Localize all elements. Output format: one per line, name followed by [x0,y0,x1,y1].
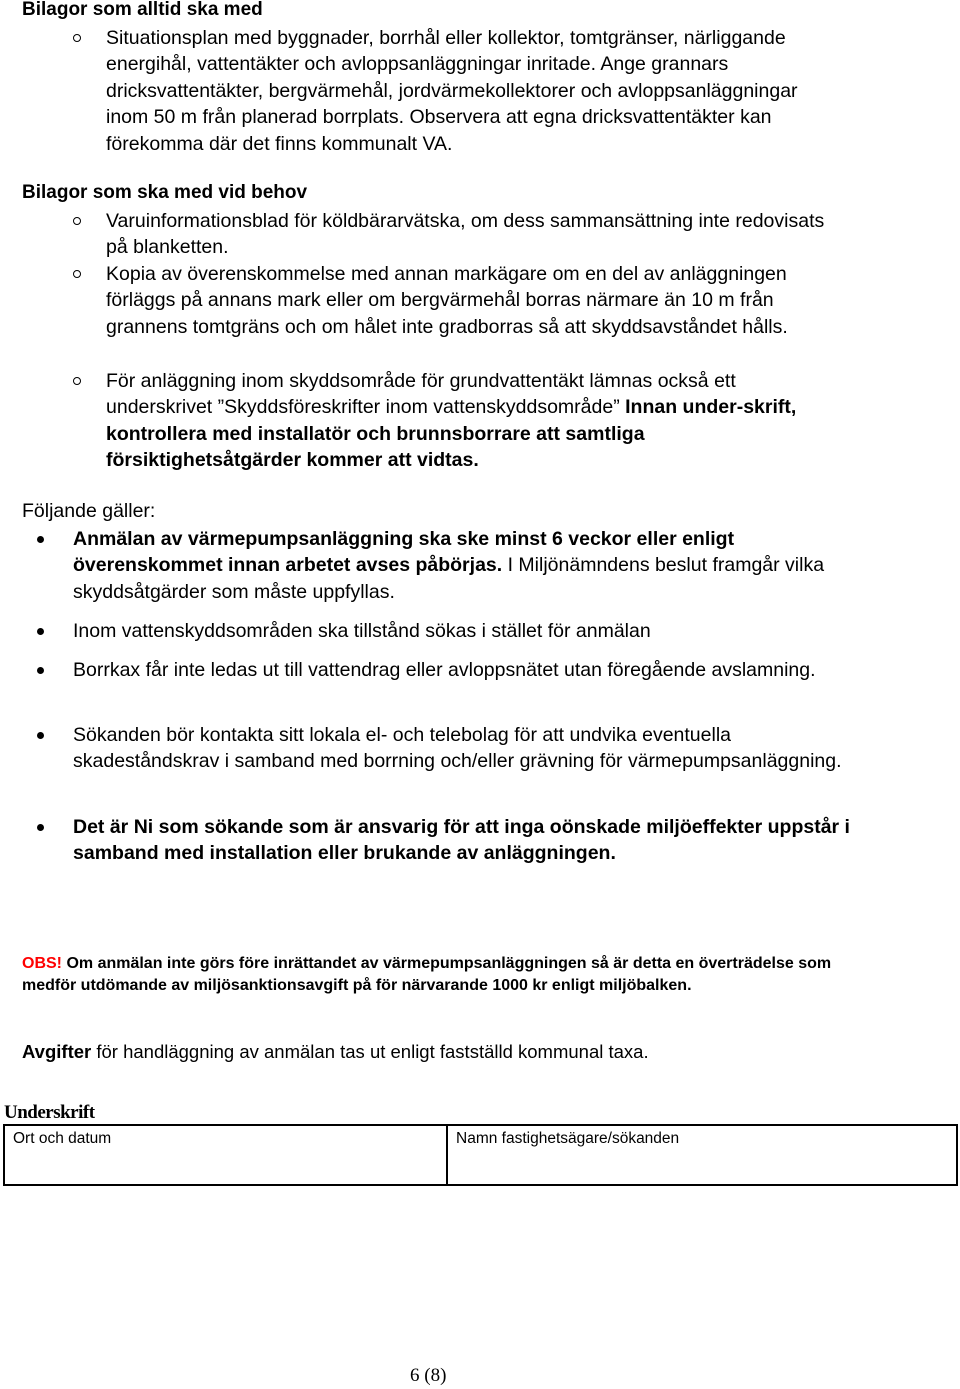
signature-heading: Underskrift [4,1102,95,1123]
bullet-icon [37,824,44,831]
section-heading-always: Bilagor som alltid ska med [22,0,263,20]
list-item: Sökanden bör kontakta sitt lokala el- och telebolag för att undvika eventuella skadeståndskrav i samband med borrning och/eller grävning för värmepumpsanläggning. [73,722,850,775]
obs-label: OBS! [22,955,62,972]
section-heading-optional: Bilagor som ska med vid behov [22,182,308,203]
bullet-icon [73,270,81,278]
owner-name-label: Namn fastighetsägare/sökanden [456,1130,680,1147]
place-date-label: Ort och datum [13,1130,112,1147]
list-item: För anläggning inom skyddsområde för grundvattentäkt lämnas också ett underskrivet ”Skyddsföreskrifter inom vattenskyddsområde” Innan under-skrift, kontrollera med installatör och brunnsborrare att samtliga försiktighetsåtgärder kommer att vidtas. [106,368,840,474]
list-item: Borrkax får inte ledas ut till vattendrag eller avloppsnätet utan föregående avslamning. [73,657,850,683]
list-item: Kopia av överenskommelse med annan markägare om en del av anläggningen förläggs på annans mark eller om bergvärmehål borras närmare än 10 m från grannens tomtgräns och om hålet inte gradborras så att skyddsavståndet hålls. [106,261,840,340]
bullet-icon [73,217,81,225]
fees-notice: Avgifter för handläggning av anmälan tas ut enligt fastställd kommunal taxa. [22,1041,649,1062]
bullet-icon [73,34,81,42]
bullet-icon [37,628,44,635]
page-number: 6 (8) [410,1365,447,1386]
section-heading-following: Följande gäller: [22,500,156,522]
signature-table [3,1124,958,1186]
bullet-icon [37,732,44,739]
place-date-field[interactable] [5,1126,446,1184]
bullet-icon [37,536,44,543]
list-item: Situationsplan med byggnader, borrhål eller kollektor, tomtgränser, närliggande energihål, vattentäkter och avloppsanläggningar inritade. Ange grannars dricksvattentäkter, bergvärmehål, jordvärmekollektorer och avloppsanläggningar inom 50 m från planerad borrplats. Observera att egna dricksvattentäkter kan förekomma där det finns kommunalt VA. [106,25,840,157]
list-item: Inom vattenskyddsområden ska tillstånd sökas i stället för anmälan [73,618,850,644]
bullet-icon [73,377,81,385]
list-item: Det är Ni som sökande som är ansvarig för att inga oönskade miljöeffekter uppstår i samband med installation eller brukande av anläggningen. [73,814,850,867]
list-item: Anmälan av värmepumpsanläggning ska ske minst 6 veckor eller enligt överenskommet innan arbetet avses påbörjas. I Miljönämndens beslut framgår vilka skyddsåtgärder som måste uppfyllas. [73,526,850,605]
obs-notice: OBS! Om anmälan inte görs före inrättandet av värmepumpsanläggningen så är detta en överträdelse som medför utdömande av miljösanktionsavgift på för närvarande 1000 kr enligt miljöbalken. [22,955,832,994]
list-item: Varuinformationsblad för köldbärarvätska, om dess sammansättning inte redovisats på blanketten. [106,208,840,261]
owner-name-field[interactable] [446,1126,956,1184]
bullet-icon [37,667,44,674]
